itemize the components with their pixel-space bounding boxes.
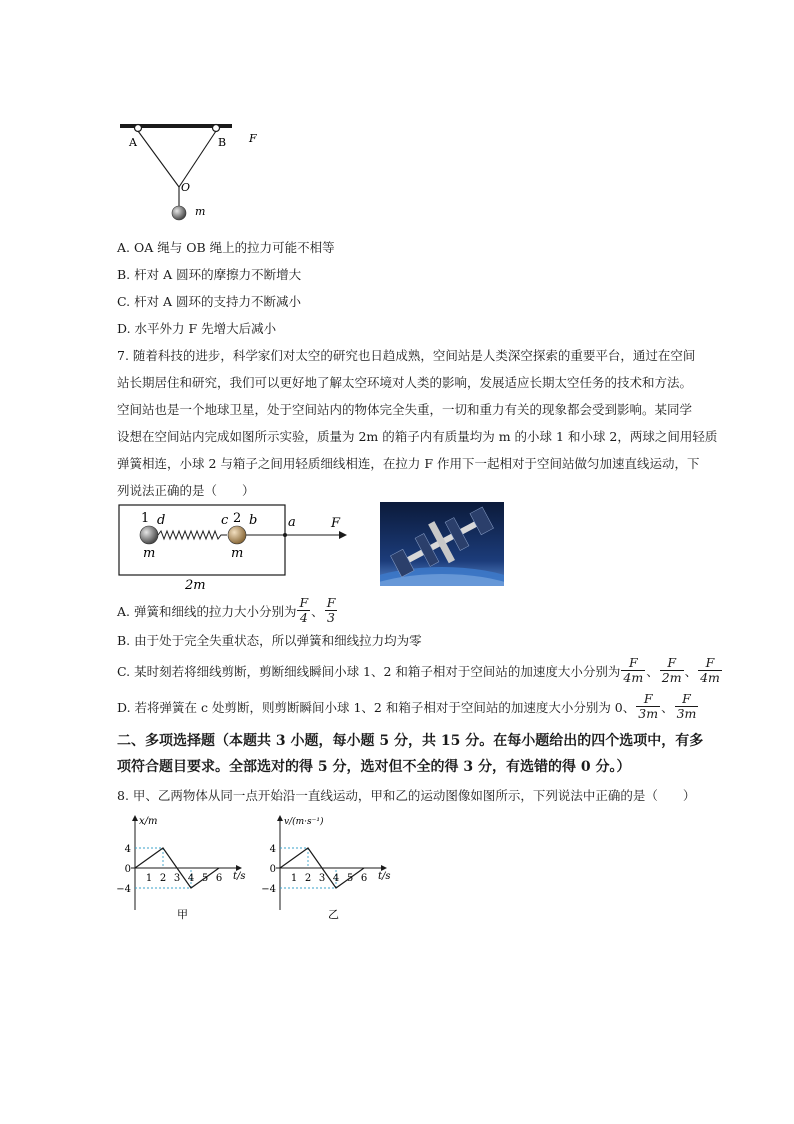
q6-option-b: B. 杆对 A 圆环的摩擦力不断增大 xyxy=(117,267,302,282)
q7-option-c xyxy=(117,656,723,685)
q6-figure xyxy=(115,115,275,227)
rope-ob xyxy=(179,131,216,187)
force-arrowhead xyxy=(339,531,347,539)
q7-stem-line: 弹簧相连，小球 2 与箱子之间用轻质细线相连，在拉力 F 作用下一起相对于空间站做匀加速直线运动，下 xyxy=(117,456,700,471)
frac-num: F xyxy=(299,595,309,610)
q7-stem-line: 列说法正确的是（ ） xyxy=(117,483,255,498)
q7-option-c-prefix: C. 某时刻若将细线剪断，剪断细线瞬间小球 1、2 和箱子相对于空间站的加速度大小分别为 xyxy=(117,663,621,679)
graph-yi-x-tick-label: 6 xyxy=(360,873,368,884)
graph-yi-y-arrowhead xyxy=(277,815,283,821)
spring xyxy=(158,531,227,539)
graph-jia-x-tick-label: 4 xyxy=(187,873,195,884)
frac-den: 4 xyxy=(299,610,308,625)
frac-num: F xyxy=(698,656,722,671)
label-ball-2: 2 xyxy=(233,511,242,526)
graph-yi-x-tick-label: 2 xyxy=(304,873,312,884)
mass-ball xyxy=(172,206,186,220)
q7-option-a xyxy=(117,596,338,625)
label-m: m xyxy=(195,205,206,218)
q7-option-b: B. 由于处于完全失重状态，所以弹簧和细线拉力均为零 xyxy=(117,633,422,648)
fraction xyxy=(698,656,722,685)
graph-jia-xlabel: t/s xyxy=(233,871,246,882)
q6-option-a: A. OA 绳与 OB 绳上的拉力可能不相等 xyxy=(117,240,335,255)
graph-yi-x-tick-label: 1 xyxy=(290,873,298,884)
graph-jia-x-tick-label: 2 xyxy=(159,873,167,884)
separator: 、 xyxy=(646,663,659,679)
label-box-mass: 2m xyxy=(185,578,206,593)
label-o: O xyxy=(181,181,191,194)
graph-yi-x-tick-label: 4 xyxy=(332,873,340,884)
q8-stem: 8. 甲、乙两物体从同一点开始沿一直线运动，甲和乙的运动图像如图所示，下列说法中正确的是（ ） xyxy=(117,788,696,803)
section-2-header-line: 二、多项选择题（本题共 3 小题，每小题 5 分，共 15 分。在每小题给出的四个选项中，有多 xyxy=(117,733,704,749)
label-d: d xyxy=(157,513,166,528)
separator: 、 xyxy=(311,603,324,619)
graph-jia-y-arrowhead xyxy=(132,815,138,821)
graph-jia-ylabel: x/m xyxy=(139,816,158,827)
label-c: c xyxy=(221,513,229,528)
q6-option-d: D. 水平外力 F 先增大后减小 xyxy=(117,321,277,336)
label-a: A xyxy=(129,136,137,149)
ball-2 xyxy=(228,526,246,544)
graph-yi-y-tick-label: −4 xyxy=(261,884,276,895)
rope-oa xyxy=(138,131,179,187)
label-f: F xyxy=(331,516,341,531)
graph-yi-y-tick-label: 4 xyxy=(269,844,276,855)
frac-num: F xyxy=(660,656,684,671)
graph-yi-xlabel: t/s xyxy=(378,871,391,882)
graph-jia-x-tick-label: 1 xyxy=(145,873,153,884)
section-2-header-line: 项符合题目要求。全部选对的得 5 分，选对但不全的得 3 分，有选错的得 0 分。） xyxy=(117,759,631,775)
frac-den: 2m xyxy=(661,670,682,685)
graph-jia-y-tick-label: 4 xyxy=(124,844,131,855)
frac-num: F xyxy=(621,656,645,671)
q7-box-figure xyxy=(115,500,355,595)
label-mass-1: m xyxy=(143,546,156,561)
ring-a xyxy=(135,125,142,132)
graph-jia-x-tick-label: 5 xyxy=(201,873,209,884)
graph-jia-y-tick-label: 0 xyxy=(124,864,131,875)
q7-option-a-prefix: A. 弹簧和细线的拉力大小分别为 xyxy=(117,603,297,619)
fraction xyxy=(660,656,684,685)
label-b: B xyxy=(218,136,227,149)
label-f: F xyxy=(249,132,257,145)
graph-jia-caption: 甲 xyxy=(177,908,188,921)
frac-den: 4m xyxy=(700,670,720,685)
graph-yi xyxy=(260,812,400,924)
graph-yi-x-tick-label: 3 xyxy=(318,873,326,884)
graph-yi-x-tick-label: 5 xyxy=(346,873,354,884)
separator: 、 xyxy=(684,663,698,679)
label-ball-1: 1 xyxy=(141,511,150,526)
graph-yi-y-tick-label: 0 xyxy=(269,864,276,875)
frac-num: F xyxy=(675,692,699,707)
space-station-photo xyxy=(380,502,504,586)
frac-num: F xyxy=(326,595,336,610)
frac-den: 3m xyxy=(676,706,697,721)
q7-option-d xyxy=(117,692,699,721)
q7-stem-line: 7. 随着科技的进步，科学家们对太空的研究也日趋成熟，空间站是人类深空探索的重要平台，通过在空间 xyxy=(117,348,696,363)
fraction xyxy=(297,596,310,625)
separator: 、 xyxy=(661,699,674,715)
frac-den: 3m xyxy=(638,706,659,721)
fraction xyxy=(675,692,699,721)
q7-stem-line: 设想在空间站内完成如图所示实验，质量为 2m 的箱子内有质量均为 m 的小球 1 和小球 2，两球之间用轻质 xyxy=(117,429,718,444)
fraction xyxy=(325,596,338,625)
label-a: a xyxy=(288,515,296,530)
graph-yi-ylabel: v/(m·s⁻¹) xyxy=(284,817,324,827)
graph-jia xyxy=(115,812,255,924)
graph-yi-caption: 乙 xyxy=(328,908,339,921)
q7-stem-line: 空间站也是一个地球卫星，处于空间站内的物体完全失重，一切和重力有关的现象都会受到影响。某同学 xyxy=(117,402,693,417)
graph-jia-x-tick-label: 6 xyxy=(215,873,223,884)
graph-jia-x-tick-label: 3 xyxy=(173,873,181,884)
q6-option-c: C. 杆对 A 圆环的支持力不断减小 xyxy=(117,294,302,309)
fraction xyxy=(621,656,645,685)
q7-stem-line: 站长期居住和研究，我们可以更好地了解太空环境对人类的影响，发展适应长期太空任务的技术和方法。 xyxy=(117,375,693,390)
ring-b xyxy=(213,125,220,132)
label-b: b xyxy=(249,513,258,528)
label-mass-2: m xyxy=(231,546,244,561)
q7-option-d-prefix: D. 若将弹簧在 c 处剪断，则剪断瞬间小球 1、2 和箱子相对于空间站的加速度大小分别为 0、 xyxy=(117,699,636,715)
graph-jia-y-tick-label: −4 xyxy=(116,884,131,895)
frac-den: 3 xyxy=(327,610,335,625)
frac-num: F xyxy=(636,692,660,707)
fraction xyxy=(636,692,660,721)
frac-den: 4m xyxy=(623,670,644,685)
ball-1 xyxy=(140,526,158,544)
